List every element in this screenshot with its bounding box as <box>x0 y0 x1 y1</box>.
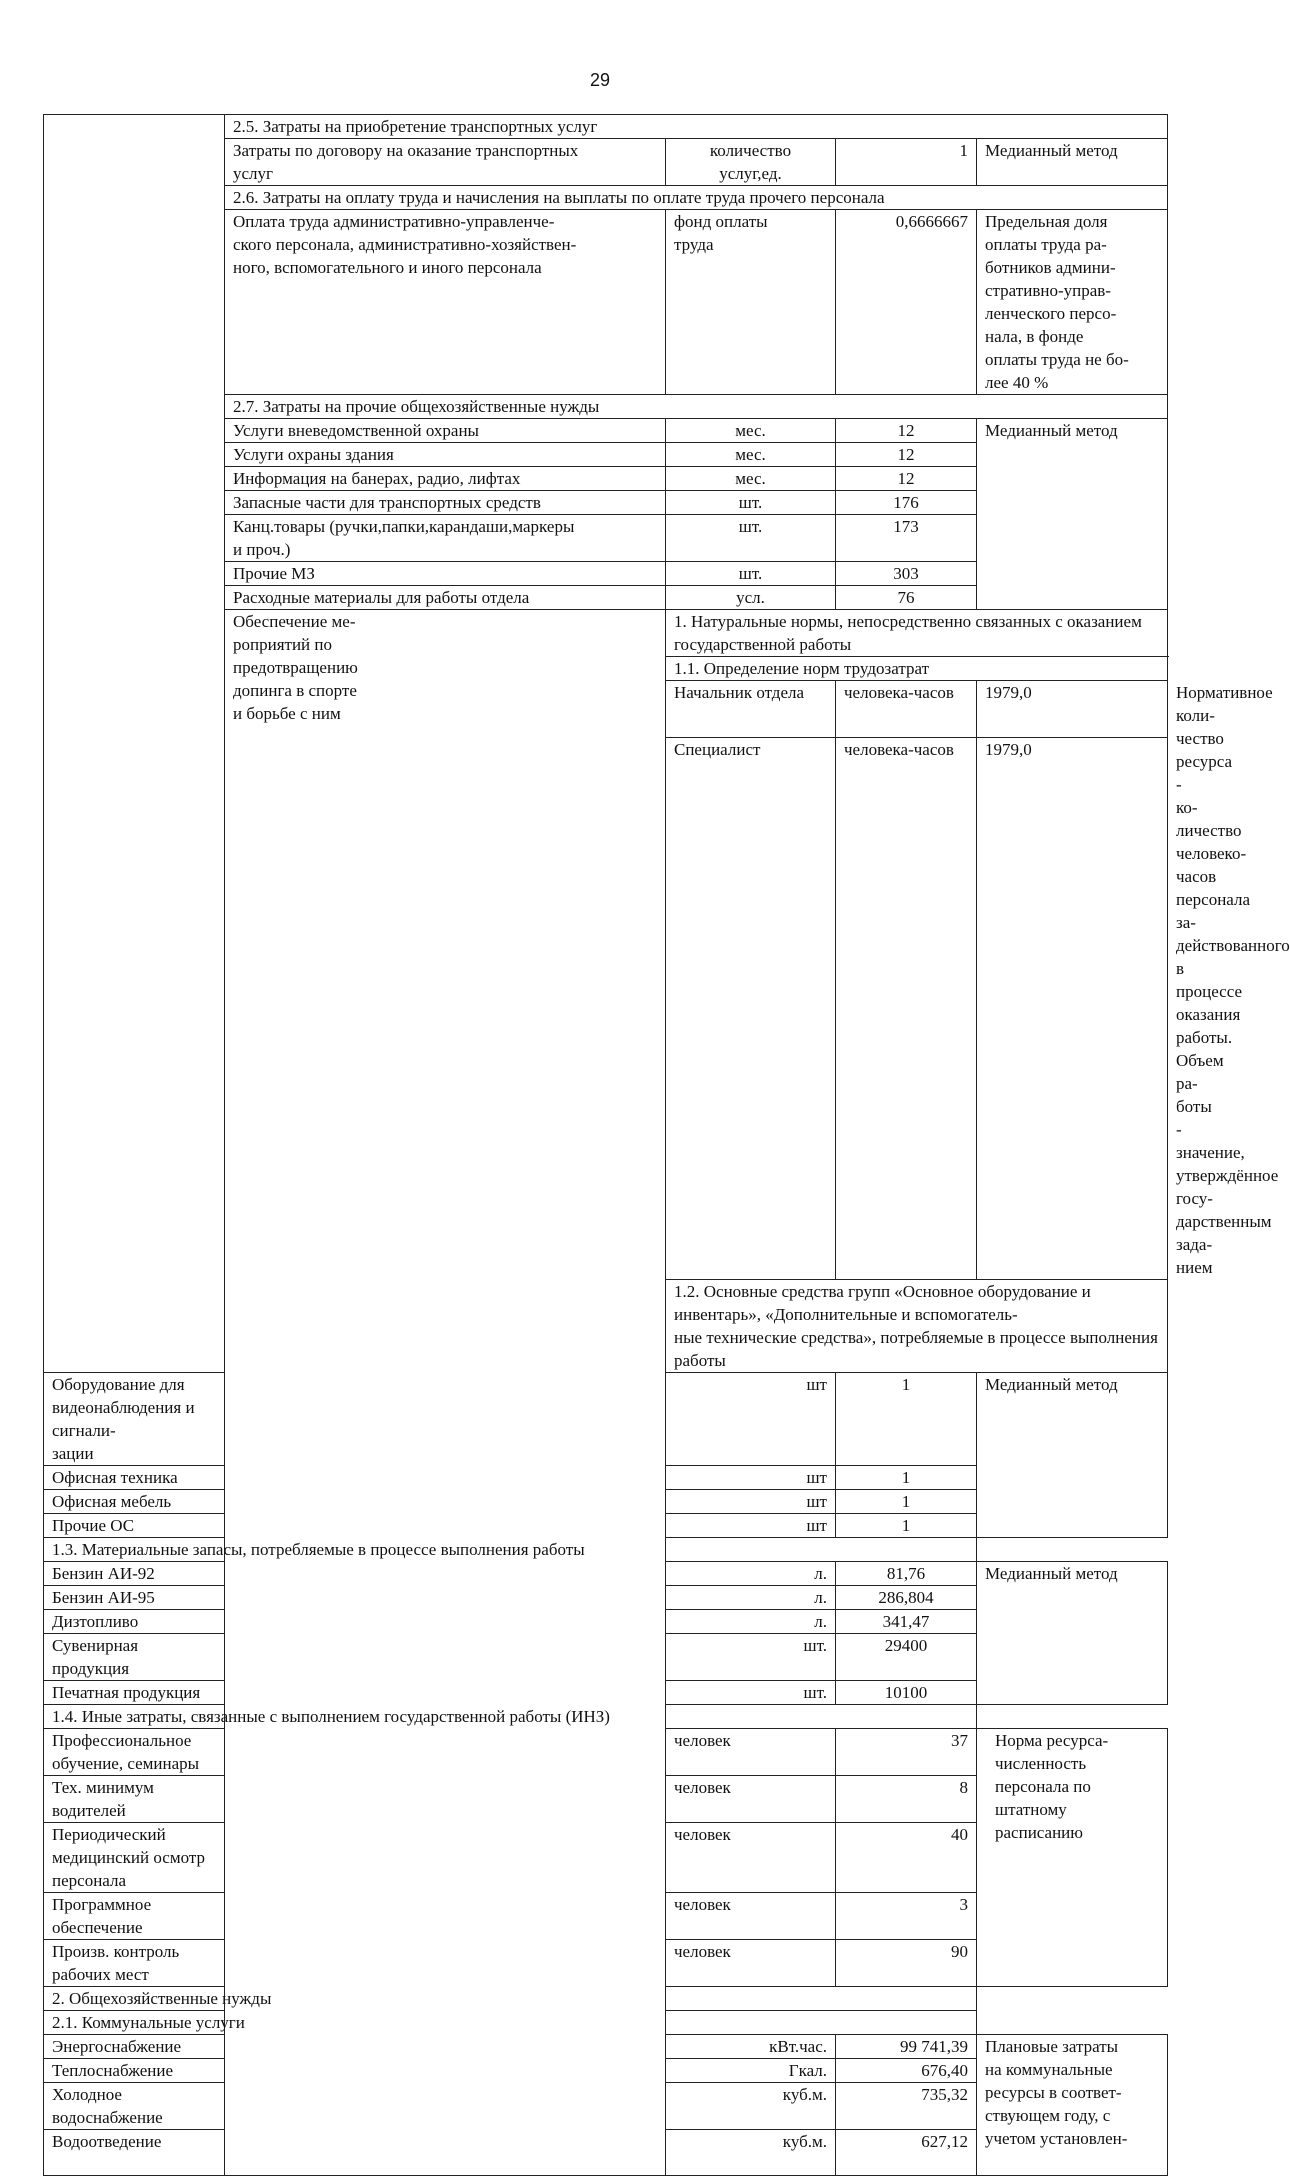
item-value: 173 <box>836 515 977 562</box>
section-title: 2.7. Затраты на прочие общехозяйственные нужды <box>225 395 1168 419</box>
item-name: Офисная мебель <box>44 1490 225 1514</box>
item-name: Теплоснабжение <box>44 2059 225 2083</box>
item-unit: куб.м. <box>666 2130 836 2176</box>
item-value: 1 <box>836 1466 977 1490</box>
item-unit: человека-часов <box>836 737 977 1279</box>
item-value: 1979,0 <box>977 737 1168 1279</box>
item-unit: шт. <box>666 1634 836 1681</box>
item-unit: количество услуг,ед. <box>666 139 836 186</box>
method-cell: Медианный метод <box>977 1562 1168 1705</box>
item-unit: шт. <box>666 515 836 562</box>
page-number: 29 <box>589 70 611 90</box>
item-value: 1 <box>836 1373 977 1466</box>
item-unit: человека-часов <box>836 681 977 738</box>
method-cell: Медианный метод <box>977 1373 1168 1538</box>
item-unit: фонд оплаты труда <box>666 210 836 395</box>
item-value: 1 <box>836 1490 977 1514</box>
item-value: 76 <box>836 586 977 610</box>
item-value: 676,40 <box>836 2059 977 2083</box>
item-unit: шт <box>666 1466 836 1490</box>
item-name: Затраты по договору на оказание транспортных услуг <box>225 139 666 186</box>
item-value: 735,32 <box>836 2083 977 2130</box>
item-name: Профессиональное обучение, семинары <box>44 1729 225 1776</box>
item-name: Офисная техника <box>44 1466 225 1490</box>
section-header-row <box>44 1538 1168 1562</box>
item-value: 0,6666667 <box>836 210 977 395</box>
item-unit: человек <box>666 1729 836 1776</box>
item-name: Оплата труда административно-управленче- ского персонала, административно-хозяйствен- ного, вспомогательного и иного персонала <box>225 210 666 395</box>
item-unit: шт <box>666 1514 836 1538</box>
item-name: Специалист <box>666 737 836 1279</box>
item-value: 12 <box>836 419 977 443</box>
item-name: Прочие МЗ <box>225 562 666 586</box>
cost-norms-table <box>43 114 1290 2176</box>
item-name: Программное обеспечение <box>44 1893 225 1940</box>
item-unit: мес. <box>666 419 836 443</box>
item-unit: усл. <box>666 586 836 610</box>
item-name: Канц.товары (ручки,папки,карандаши,маркеры и проч.) <box>225 515 666 562</box>
item-unit: шт. <box>666 491 836 515</box>
item-value: 1979,0 <box>977 681 1168 738</box>
section-header-row <box>44 115 1168 139</box>
item-name: Услуги вневедомственной охраны <box>225 419 666 443</box>
section-title: 2.1. Коммунальные услуги <box>44 2011 977 2035</box>
item-name: Расходные материалы для работы отдела <box>225 586 666 610</box>
item-name: Холодное водоснабжение <box>44 2083 225 2130</box>
item-unit: л. <box>666 1610 836 1634</box>
item-value: 1 <box>836 139 977 186</box>
item-unit: человек <box>666 1893 836 1940</box>
item-name: Энергоснабжение <box>44 2035 225 2059</box>
item-unit: Гкал. <box>666 2059 836 2083</box>
item-value: 37 <box>836 1729 977 1776</box>
item-value: 1 <box>836 1514 977 1538</box>
item-name: Водоотведение <box>44 2130 225 2176</box>
method-cell: Медианный метод <box>977 419 1168 610</box>
item-name: Печатная продукция <box>44 1681 225 1705</box>
method-cell: Медианный метод <box>977 139 1168 186</box>
item-name: Прочие ОС <box>44 1514 225 1538</box>
method-cell: Плановые затраты на коммунальные ресурсы в соответ- ствующем году, с учетом установлен- <box>977 2035 1168 2176</box>
item-name: Запасные части для транспортных средств <box>225 491 666 515</box>
item-name: Начальник отдела <box>666 681 836 738</box>
item-value: 99 741,39 <box>836 2035 977 2059</box>
item-unit: куб.м. <box>666 2083 836 2130</box>
item-unit: мес. <box>666 467 836 491</box>
section-title: 1.1. Определение норм трудозатрат <box>666 657 1168 681</box>
section-title: 2.5. Затраты на приобретение транспортных услуг <box>225 115 1168 139</box>
item-value: 81,76 <box>836 1562 977 1586</box>
section-title: 2.6. Затраты на оплату труда и начисления на выплаты по оплате труда прочего персонала <box>225 186 1168 210</box>
item-name: Сувенирная продукция <box>44 1634 225 1681</box>
item-name: Периодический медицинский осмотр персонала <box>44 1823 225 1893</box>
item-value: 40 <box>836 1823 977 1893</box>
item-name: Оборудование для видеонаблюдения и сигнали- зации <box>44 1373 225 1466</box>
activity-name-cell: Обеспечение ме- роприятий по предотвращению допинга в спорте и борьбе с ним <box>225 610 666 2176</box>
item-name: Информация на банерах, радио, лифтах <box>225 467 666 491</box>
item-unit: шт. <box>666 1681 836 1705</box>
item-value: 303 <box>836 562 977 586</box>
section-title: 1.4. Иные затраты, связанные с выполнением государственной работы (ИНЗ) <box>44 1705 977 1729</box>
table-row: Начальник отдела человека-часов 1979,0 Нормативное коли- чество ресурса - ко- личество человеко- часов персонала за- действованного в процессе оказания работы. Объем ра- боты - значение, утверждённое госу- дарственным зада- нием <box>44 681 1168 738</box>
item-name: Бензин АИ-95 <box>44 1586 225 1610</box>
item-value: 176 <box>836 491 977 515</box>
item-value: 12 <box>836 467 977 491</box>
item-value: 90 <box>836 1940 977 1987</box>
section-title: 1.2. Основные средства групп «Основное оборудование и инвентарь», «Дополнительные и вспомогатель- ные технические средства», потребляемые в процессе выполнения работы <box>666 1280 1168 1373</box>
item-value: 341,47 <box>836 1610 977 1634</box>
section-title: 1.3. Материальные запасы, потребляемые в процессе выполнения работы <box>44 1538 977 1562</box>
item-unit: человек <box>666 1940 836 1987</box>
section-header-row <box>44 1705 1168 1729</box>
section-title: 2. Общехозяйственные нужды <box>44 1987 977 2011</box>
item-name: Тех. минимум водителей <box>44 1776 225 1823</box>
item-value: 8 <box>836 1776 977 1823</box>
section-header-row <box>44 2011 1168 2035</box>
item-value: 12 <box>836 443 977 467</box>
item-value: 29400 <box>836 1634 977 1681</box>
item-name: Бензин АИ-92 <box>44 1562 225 1586</box>
item-unit: мес. <box>666 443 836 467</box>
item-name: Произв. контроль рабочих мест <box>44 1940 225 1987</box>
left-column-cell <box>44 115 225 1373</box>
item-unit: л. <box>666 1562 836 1586</box>
section-header-row <box>44 1987 1168 2011</box>
method-cell: Норма ресурса- численность персонала по штатному расписанию <box>977 1729 1168 1987</box>
item-unit: л. <box>666 1586 836 1610</box>
item-value: 10100 <box>836 1681 977 1705</box>
item-value: 627,12 <box>836 2130 977 2176</box>
method-cell: Предельная доля оплаты труда ра- ботников админи- стративно-управ- ленческого персо- нала, в фонде оплаты труда не бо- лее 40 % <box>977 210 1168 395</box>
item-name: Услуги охраны здания <box>225 443 666 467</box>
item-unit: шт. <box>666 562 836 586</box>
item-unit: человек <box>666 1823 836 1893</box>
item-value: 286,804 <box>836 1586 977 1610</box>
item-unit: человек <box>666 1776 836 1823</box>
item-unit: шт <box>666 1373 836 1466</box>
item-unit: кВт.час. <box>666 2035 836 2059</box>
item-value: 3 <box>836 1893 977 1940</box>
item-name: Дизтопливо <box>44 1610 225 1634</box>
item-unit: шт <box>666 1490 836 1514</box>
section-title: 1. Натуральные нормы, непосредственно связанных с оказанием государственной работы <box>666 610 1168 657</box>
